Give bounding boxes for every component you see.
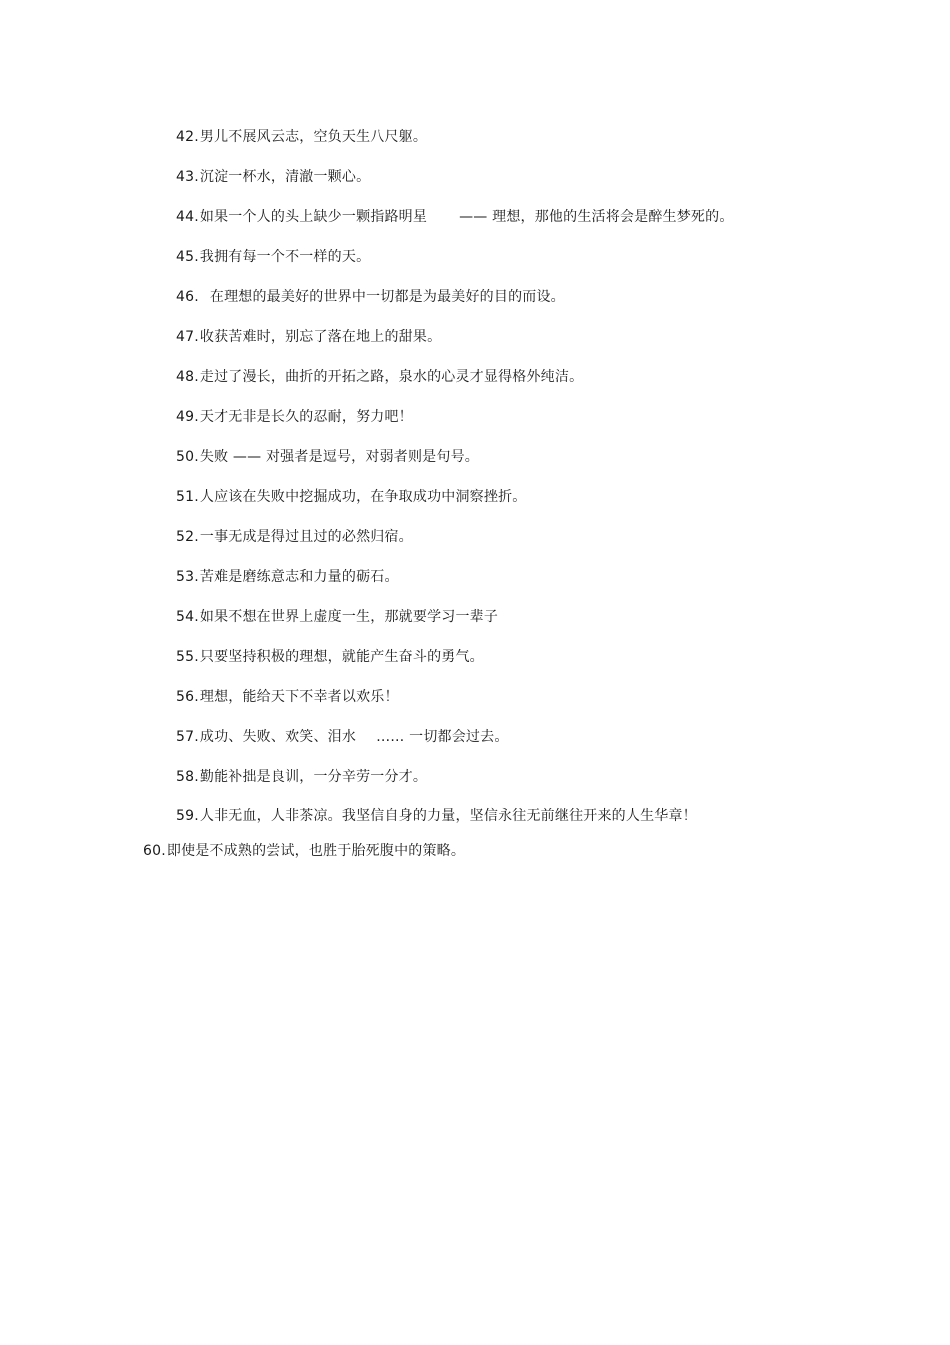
line-number: 54.: [176, 609, 199, 625]
quote-line-54: [176, 608, 498, 626]
line-text: 一事无成是得过且过的必然归宿。: [199, 529, 413, 545]
line-text: 成功、失败、欢笑、泪水: [199, 729, 357, 745]
line-text: 只要坚持积极的理想，就能产生奋斗的勇气。: [199, 649, 484, 665]
quote-line-56: [176, 688, 399, 706]
quote-line-57: [176, 728, 509, 746]
quote-line-60: [143, 842, 465, 860]
quote-line-46: [176, 288, 565, 306]
line-text: 苦难是磨练意志和力量的砺石。: [199, 569, 399, 585]
quote-line-52: [176, 528, 413, 546]
line-number: 51.: [176, 489, 199, 505]
line-number: 58.: [176, 769, 199, 785]
line-number: 47.: [176, 329, 199, 345]
quote-line-51: [176, 488, 526, 506]
quote-line-47: [176, 328, 441, 346]
line-text-continued: …… 一切都会过去。: [376, 729, 509, 745]
line-text: 人非无血，人非茶凉。我坚信自身的力量，坚信永往无前继往开来的人生华章！: [199, 808, 697, 824]
line-text: 理想，能给天下不幸者以欢乐！: [199, 689, 399, 705]
line-number: 53.: [176, 569, 199, 585]
quote-line-55: [176, 648, 484, 666]
line-text-continued: —— 理想，那他的生活将会是醉生梦死的。: [459, 209, 734, 225]
line-text: 失败 —— 对强者是逗号，对弱者则是句号。: [199, 449, 479, 465]
line-number: 42.: [176, 129, 199, 145]
line-text: 收获苦难时，别忘了落在地上的甜果。: [199, 329, 442, 345]
line-text: 如果一个人的头上缺少一颗指路明星: [199, 209, 428, 225]
line-text: 勤能补拙是良训，一分辛劳一分才。: [199, 769, 428, 785]
quote-line-45: [176, 248, 370, 266]
line-text: 我拥有每一个不一样的天。: [199, 249, 371, 265]
line-number: 59.: [176, 808, 199, 824]
line-number: 52.: [176, 529, 199, 545]
line-number: 44.: [176, 209, 199, 225]
quote-line-42: [176, 128, 427, 146]
quote-line-49: [176, 408, 413, 426]
line-number: 56.: [176, 689, 199, 705]
line-number: 43.: [176, 169, 199, 185]
line-number: 50.: [176, 449, 199, 465]
line-number: 46.: [176, 289, 199, 305]
quote-line-58: [176, 768, 427, 786]
line-text: 人应该在失败中挖掘成功，在争取成功中洞察挫折。: [199, 489, 527, 505]
line-text: 男儿不展风云志，空负天生八尺躯。: [199, 129, 428, 145]
line-text: 沉淀一杯水，清澈一颗心。: [199, 169, 371, 185]
quote-line-44: [176, 208, 734, 226]
line-number: 49.: [176, 409, 199, 425]
quote-line-43: [176, 168, 370, 186]
line-text: 如果不想在世界上虚度一生，那就要学习一辈子: [199, 609, 499, 625]
line-number: 48.: [176, 369, 199, 385]
quote-line-59: [176, 807, 697, 825]
line-number: 60.: [143, 843, 166, 859]
quote-line-50: [176, 448, 479, 466]
line-text: 走过了漫长，曲折的开拓之路，泉水的心灵才显得格外纯洁。: [199, 369, 584, 385]
quote-line-48: [176, 368, 583, 386]
line-text: 在理想的最美好的世界中一切都是为最美好的目的而设。: [209, 289, 565, 305]
line-text: 天才无非是长久的忍耐，努力吧！: [199, 409, 413, 425]
line-text: 即使是不成熟的尝试，也胜于胎死腹中的策略。: [166, 843, 466, 859]
line-number: 55.: [176, 649, 199, 665]
line-number: 45.: [176, 249, 199, 265]
quote-line-53: [176, 568, 399, 586]
line-number: 57.: [176, 729, 199, 745]
